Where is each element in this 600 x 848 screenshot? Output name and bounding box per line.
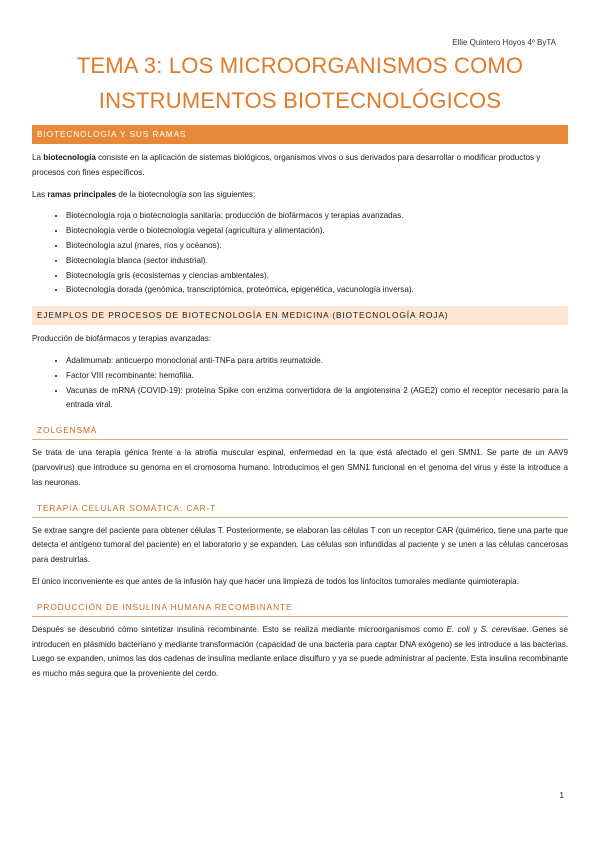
section-heading-ejemplos: EJEMPLOS DE PROCESOS DE BIOTECNOLOGÍA EN MEDICINA (BIOTECNOLOGÍA ROJA)	[32, 306, 568, 325]
list-item: • Factor VIII recombinante: hemofilia.	[66, 369, 568, 384]
text: Después se descubrió cómo sintetizar insulina recombinante. Esto se realiza mediante microorganismos como	[32, 624, 447, 634]
list-item: • Adalimumab: anticuerpo monoclonal anti-TNFa para artritis reumatoide.	[66, 354, 568, 369]
paragraph-insulina	[32, 623, 568, 682]
list-item: • Biotecnología verde o biotecnología vegetal (agricultura y alimentación).	[66, 224, 568, 239]
section-heading-insulina: PRODUCCIÓN DE INSULINA HUMANA RECOMBINANTE	[32, 600, 568, 617]
section-heading-zolgensma: ZOLGENSMA	[32, 423, 568, 440]
list-item: • Biotecnología roja o biotecnología sanitaria: producción de biofármacos y terapias avanzadas.	[66, 209, 568, 224]
paragraph-ramas-intro	[32, 188, 568, 203]
page-number: 1	[559, 791, 564, 800]
ramas-list	[32, 209, 568, 298]
paragraph-biotecnologia-definition	[32, 151, 568, 181]
list-item: • Biotecnología azul (mares, ríos y océanos).	[66, 239, 568, 254]
list-item: • Biotecnología gris (ecosistemas y ciencias ambientales).	[66, 269, 568, 284]
section-heading-cart: TERAPIA CELULAR SOMÁTICA: CAR-T	[32, 501, 568, 518]
title-line-1: TEMA 3: LOS MICROORGANISMOS COMO	[76, 53, 524, 78]
text: consiste en la aplicación de sistemas biológicos, organismos vivos o sus derivados para desarrollar o modificar productos y procesos con fines específicos.	[32, 153, 541, 177]
bold-term: biotecnología	[43, 153, 96, 162]
title-line-2: INSTRUMENTOS BIOTECNOLÓGICOS	[98, 88, 502, 113]
page-title	[28, 48, 572, 118]
text: La	[32, 153, 44, 162]
paragraph-ejemplos-intro: Producción de biofármacos y terapias avanzadas:	[32, 334, 212, 344]
list-item: • Biotecnología dorada (genómica, transcriptómica, proteómica, epigenética, vacunología inversa).	[66, 283, 568, 298]
list-item: • Vacunas de mRNA (COVID-19): proteína Spike con enzima convertidora de la angiotensina 2 (AGE2) como el receptor necesario para la entrada viral.	[66, 384, 568, 414]
document-body	[32, 125, 568, 689]
text: . Genes se introducen en plásmido bacteriano y mediante transformación (capacidad de una bacteria para captar DNA exógeno) se les introduce a las bacterias. Luego se expanden, unimos las dos cadenas de insulina mediante enlace disulfuro y ya se puede administrar al paciente. Esta insulina recombinante es mucho más segura que la proveniente del cerdo.	[32, 624, 568, 679]
text: y	[469, 624, 481, 634]
section-heading-ramas: BIOTECNOLOGÍA Y SUS RAMAS	[32, 125, 568, 144]
italic-species: S. cerevisae	[480, 624, 527, 634]
italic-species: E. coli	[446, 624, 470, 634]
text: Las	[32, 189, 48, 199]
paragraph-zolgensma: Se trata de una terapia génica frente a la atrofia muscular espinal, enfermedad en la que está afectado el gen SMN1. Se parte de un AAV9 (parvovirus) que introduce su genoma en el cromosoma humano. Introducimos el gen SMN1 funcional en el genoma del virus y éste la introduce a las neuronas.	[32, 448, 568, 487]
author-header: Ellie Quintero Hoyos 4º ByTA	[452, 38, 556, 47]
list-item: • Biotecnología blanca (sector industrial).	[66, 254, 568, 269]
paragraph-cart-2: El único inconveniente es que antes de la infusión hay que hacer una limpieza de todos los linfocitos tumorales mediante quimioterapia.	[32, 576, 519, 586]
text: de la biotecnología son las siguientes:	[116, 189, 256, 199]
bold-term: ramas principales	[47, 189, 117, 199]
ejemplos-list	[32, 354, 568, 413]
paragraph-cart-1: Se extrae sangre del paciente para obtener células T. Posteriormente, se elaboran las células T con un receptor CAR (quimérico, tiene una parte que detecta el antígeno tumoral del paciente) en el laboratorio y se expanden. Las células son infundidas al paciente y se unen a las células cancerosas para destruirlas.	[32, 525, 568, 565]
